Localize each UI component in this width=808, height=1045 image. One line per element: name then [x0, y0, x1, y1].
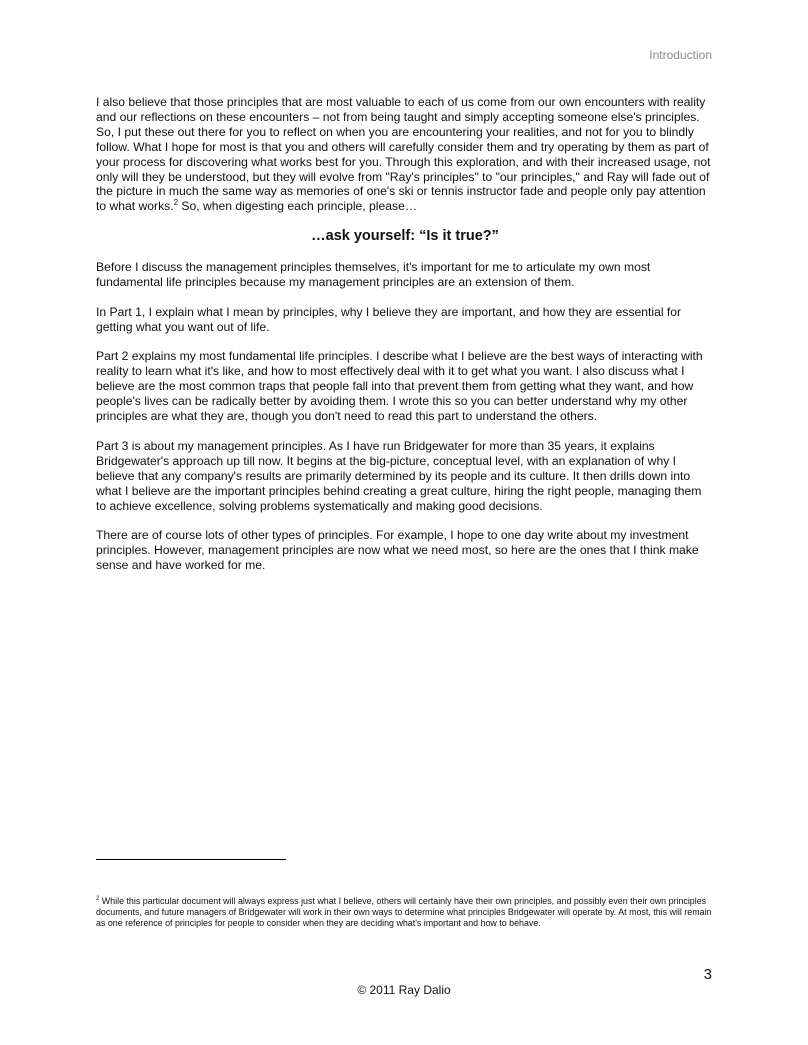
paragraph-6: There are of course lots of other types of principles. For example, I hope to one day write about my investment principles. However, management principles are now what we need most, so here are the ones that I think make sense and have worked for me.: [96, 528, 699, 573]
paragraph-5: Part 3 is about my management principles. As I have run Bridgewater for more than 35 years, it explains Bridgewater's approach up till now. It begins at the big-picture, conceptual level, with an explanation of why I believe that any company's results are primarily determined by its people and its culture. It then drills down into what I believe are the important principles behind creating a great culture, hiring the right people, managing them to achieve excellence, solving problems systematically and making good decisions.: [96, 438, 702, 513]
section-heading: …ask yourself: “Is it true?”: [311, 228, 499, 245]
copyright-line: © 2011 Ray Dalio: [357, 983, 451, 997]
footnote-text: While this particular document will always express just what I believe, others will certainly have their own principles, and possibly even their own principles documents, and future managers of Bridgewater will work in their own ways to determine what principles Bridgewater will operate by. At most, this will remain as one reference of principles for people to consider when they are deciding what's important and how to behave.: [96, 896, 712, 929]
footnote-reference[interactable]: 2: [173, 198, 179, 208]
paragraph-1-tail: So, when digesting each principle, please…: [178, 199, 417, 214]
footnote-mark: 2: [96, 896, 100, 903]
paragraph-1-text: I also believe that those principles that are most valuable to each of us come from our own encounters with reality and our reflections on these encounters – not from being taught and simply accepting someone else's principles. So, I put these out there for you to reflect on when you are encountering your realities, and not for you to blindly follow. What I hope for most is that you and others will carefully consider them and try operating by them as part of your process for discovering what works best for you. Through this exploration, and with their increased usage, not only will they be understood, but they will evolve from "Ray's principles" to "our principles," and Ray will fade out of the picture in much the same way as memories of one's ski or tennis instructor fade and people only pay attention to what works.: [96, 95, 711, 214]
paragraph-4: Part 2 explains my most fundamental life principles. I describe what I believe are the best ways of interacting with reality to learn what it's like, and how to most effectively deal with it to get what you want. I also discuss what I believe are the most common traps that people fall into that prevent them from getting what they want, and how people's lives can be radically better by avoiding them. I wrote this so you can better understand why my other principles are what they are, though you don't need to read this part to understand the others.: [96, 349, 703, 424]
paragraph-2: Before I discuss the management principles themselves, it's important for me to articulate my own most fundamental life principles because my management principles are an extension of them.: [96, 260, 651, 289]
paragraph-3: In Part 1, I explain what I mean by principles, why I believe they are important, and how they are essential for getting what you want out of life.: [96, 304, 682, 334]
paragraph-1: [96, 95, 714, 214]
footnote-divider: [96, 859, 286, 860]
running-header: Introduction: [649, 48, 712, 62]
footnote: [96, 896, 714, 930]
page-number: 3: [703, 966, 712, 983]
body-text: [96, 95, 714, 588]
